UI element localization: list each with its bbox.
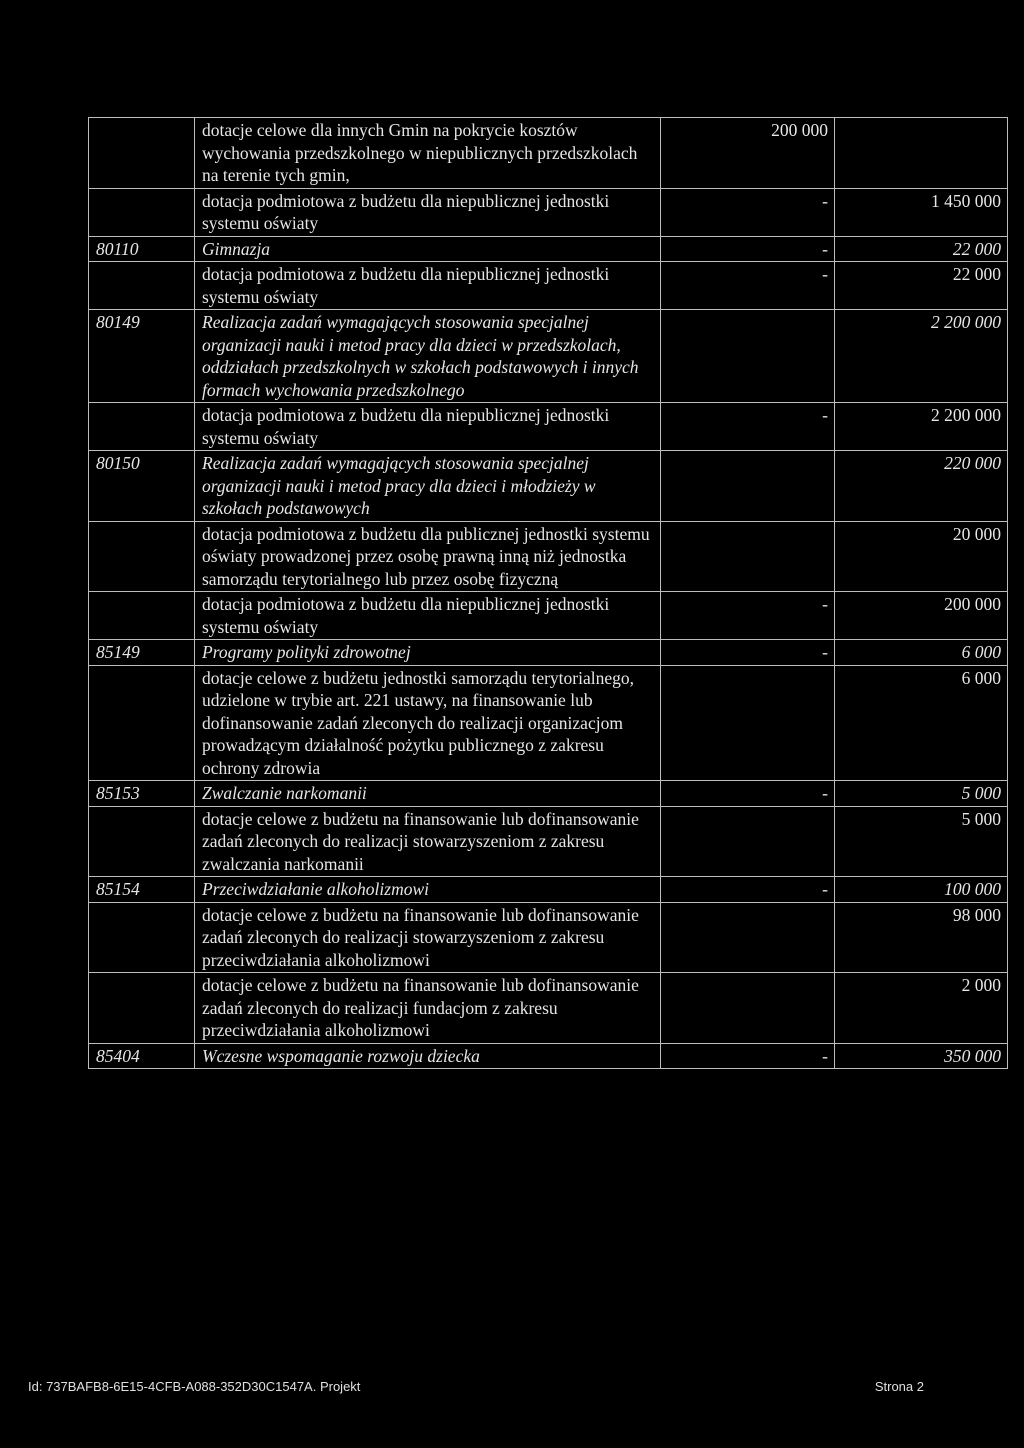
row-value-a: - (661, 781, 835, 807)
row-description: dotacja podmiotowa z budżetu dla publicznej jednostki systemu oświaty prowadzonej przez osobę prawną inną niż jednostka samorządu terytorialnego lub przez osobę fizyczną (195, 521, 661, 592)
row-value-a: - (661, 403, 835, 451)
row-value-a (661, 310, 835, 403)
row-description: dotacje celowe z budżetu na finansowanie lub dofinansowanie zadań zleconych do realizacji stowarzyszeniom z zakresu zwalczania narkomanii (195, 806, 661, 877)
row-code: 85154 (89, 877, 195, 903)
row-value-b: 22 000 (835, 236, 1008, 262)
row-value-b: 6 000 (835, 665, 1008, 781)
row-value-a: 200 000 (661, 118, 835, 189)
section-row (89, 877, 1008, 903)
row-code (89, 592, 195, 640)
row-code: 80110 (89, 236, 195, 262)
row-description: dotacje celowe dla innych Gmin na pokrycie kosztów wychowania przedszkolnego w niepublicznych przedszkolach na terenie tych gmin, (195, 118, 661, 189)
row-value-b: 2 200 000 (835, 310, 1008, 403)
row-value-a: - (661, 236, 835, 262)
row-value-b: 5 000 (835, 781, 1008, 807)
row-code (89, 521, 195, 592)
row-code: 85149 (89, 640, 195, 666)
row-description: dotacja podmiotowa z budżetu dla niepublicznej jednostki systemu oświaty (195, 403, 661, 451)
row-code: 80149 (89, 310, 195, 403)
row-code: 85153 (89, 781, 195, 807)
row-code (89, 188, 195, 236)
budget-table (88, 117, 1008, 1069)
section-row (89, 236, 1008, 262)
row-value-b (835, 118, 1008, 189)
table-body (89, 118, 1008, 1069)
table-row (89, 902, 1008, 973)
row-value-b: 220 000 (835, 451, 1008, 522)
row-description: Zwalczanie narkomanii (195, 781, 661, 807)
row-value-b: 5 000 (835, 806, 1008, 877)
page-number: Strona 2 (874, 1379, 924, 1394)
row-value-a (661, 806, 835, 877)
row-code (89, 262, 195, 310)
table-row (89, 592, 1008, 640)
row-code: 80150 (89, 451, 195, 522)
row-description: dotacja podmiotowa z budżetu dla niepublicznej jednostki systemu oświaty (195, 262, 661, 310)
row-value-b: 1 450 000 (835, 188, 1008, 236)
row-value-a: - (661, 592, 835, 640)
row-value-b: 6 000 (835, 640, 1008, 666)
row-code (89, 403, 195, 451)
row-code: 85404 (89, 1043, 195, 1069)
table-row (89, 403, 1008, 451)
row-description: Realizacja zadań wymagających stosowania specjalnej organizacji nauki i metod pracy dla dzieci w przedszkolach, oddziałach przedszkolnych w szkołach podstawowych i innych formach wychowania przedszkolnego (195, 310, 661, 403)
document-id: Id: 737BAFB8-6E15-4CFB-A088-352D30C1547A. Projekt (28, 1379, 361, 1394)
row-description: dotacja podmiotowa z budżetu dla niepublicznej jednostki systemu oświaty (195, 592, 661, 640)
row-description: Realizacja zadań wymagających stosowania specjalnej organizacji nauki i metod pracy dla dzieci i młodzieży w szkołach podstawowych (195, 451, 661, 522)
section-row (89, 781, 1008, 807)
row-value-a: - (661, 188, 835, 236)
row-value-b: 2 200 000 (835, 403, 1008, 451)
row-value-b: 350 000 (835, 1043, 1008, 1069)
section-row (89, 640, 1008, 666)
row-value-a: - (661, 877, 835, 903)
row-value-b: 100 000 (835, 877, 1008, 903)
row-value-b: 2 000 (835, 973, 1008, 1044)
row-code (89, 902, 195, 973)
row-value-a (661, 902, 835, 973)
table-row (89, 188, 1008, 236)
row-value-a (661, 665, 835, 781)
row-value-b: 22 000 (835, 262, 1008, 310)
row-code (89, 806, 195, 877)
row-value-a (661, 521, 835, 592)
row-value-b: 98 000 (835, 902, 1008, 973)
row-description: dotacja podmiotowa z budżetu dla niepublicznej jednostki systemu oświaty (195, 188, 661, 236)
section-row (89, 310, 1008, 403)
row-description: Programy polityki zdrowotnej (195, 640, 661, 666)
row-description: dotacje celowe z budżetu na finansowanie lub dofinansowanie zadań zleconych do realizacji stowarzyszeniom z zakresu przeciwdziałania alkoholizmowi (195, 902, 661, 973)
table-row (89, 973, 1008, 1044)
row-value-b: 20 000 (835, 521, 1008, 592)
row-value-a (661, 973, 835, 1044)
row-description: dotacje celowe z budżetu na finansowanie lub dofinansowanie zadań zleconych do realizacji fundacjom z zakresu przeciwdziałania alkoholizmowi (195, 973, 661, 1044)
table-row (89, 665, 1008, 781)
section-row (89, 1043, 1008, 1069)
row-value-a: - (661, 640, 835, 666)
table-row (89, 262, 1008, 310)
row-code (89, 118, 195, 189)
row-description: Przeciwdziałanie alkoholizmowi (195, 877, 661, 903)
row-description: Wczesne wspomaganie rozwoju dziecka (195, 1043, 661, 1069)
row-code (89, 665, 195, 781)
row-value-b: 200 000 (835, 592, 1008, 640)
row-value-a (661, 451, 835, 522)
table-row (89, 521, 1008, 592)
row-code (89, 973, 195, 1044)
table-row (89, 806, 1008, 877)
row-value-a: - (661, 1043, 835, 1069)
table-row (89, 118, 1008, 189)
section-row (89, 451, 1008, 522)
row-description: dotacje celowe z budżetu jednostki samorządu terytorialnego, udzielone w trybie art. 221 ustawy, na finansowanie lub dofinansowanie zadań zleconych do realizacji organizacjom prowadzącym działalność pożytku publicznego z zakresu ochrony zdrowia (195, 665, 661, 781)
row-description: Gimnazja (195, 236, 661, 262)
row-value-a: - (661, 262, 835, 310)
